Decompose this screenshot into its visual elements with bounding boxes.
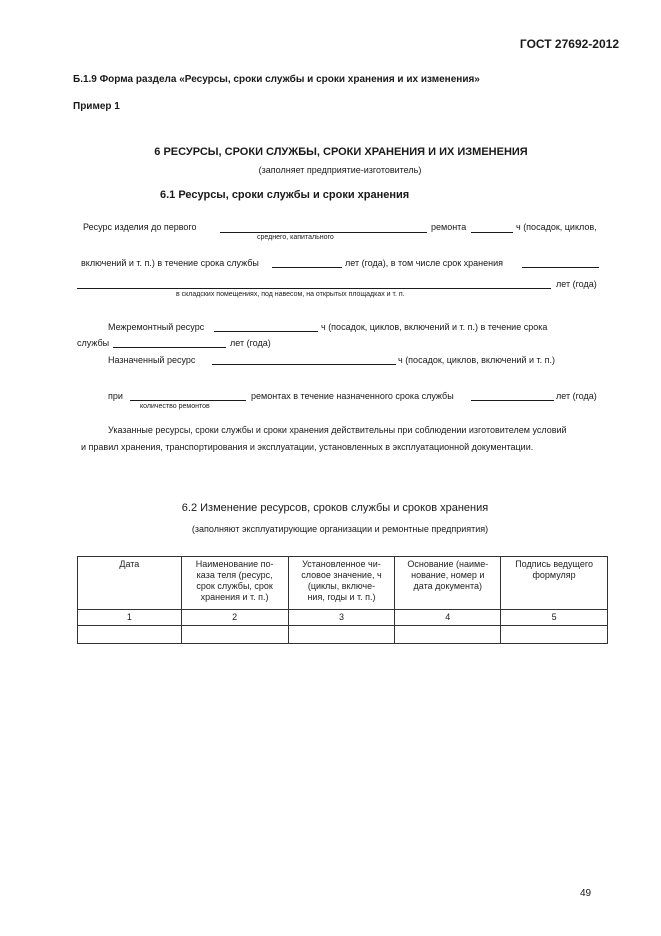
p1-blank-repair-type[interactable]	[220, 232, 427, 233]
table-number-row	[78, 610, 608, 626]
table-header-cell	[395, 557, 501, 610]
p6-text-a: Назначенный ресурс	[108, 355, 196, 365]
example-label: Пример 1	[73, 101, 120, 112]
p2-text-b: лет (года), в том числе срок хранения	[345, 258, 504, 268]
p5-blank-service-period[interactable]	[113, 347, 226, 348]
p1-text-b: ремонта	[431, 222, 467, 232]
p4-text-a: Межремонтный ресурс	[108, 322, 205, 332]
section-title: Б.1.9 Форма раздела «Ресурсы, сроки службы и сроки хранения и их изменения»	[73, 74, 480, 85]
p7-text-c: лет (года)	[556, 391, 597, 401]
table-header-row	[78, 557, 608, 610]
changes-table	[77, 556, 608, 644]
form-filled-by: (заполняет предприятие-изготовитель)	[258, 165, 422, 175]
header-indicator-name: Наименование по- каза теля (ресурс, срок службы, срок хранения и т. п.)	[195, 559, 274, 602]
table-number-cell: 2	[181, 610, 288, 626]
table-number-cell: 5	[501, 610, 608, 626]
table-header-cell	[288, 557, 395, 610]
table-empty-row	[78, 626, 608, 644]
p2-text-a: включений и т. п.) в течение срока службы	[81, 258, 259, 268]
p5-text-b: лет (года)	[230, 338, 271, 348]
p6-blank-assigned-resource[interactable]	[212, 364, 396, 365]
note-line-1: Указанные ресурсы, сроки службы и сроки хранения действительны при соблюдении изготовителем условий	[108, 425, 567, 435]
p4-blank-overhaul-resource[interactable]	[214, 331, 318, 332]
form-title: 6 РЕСУРСЫ, СРОКИ СЛУЖБЫ, СРОКИ ХРАНЕНИЯ И ИХ ИЗМЕНЕНИЯ	[154, 146, 528, 158]
p7-blank-years[interactable]	[471, 400, 554, 401]
p3-caption: в складских помещениях, под навесом, на открытых площадках и т. п.	[176, 291, 405, 298]
header-basis: Основание (наиме- нование, номер и дата документа)	[407, 559, 489, 591]
p2-blank-storage[interactable]	[522, 267, 599, 268]
p1-text-c: ч (посадок, циклов,	[516, 222, 597, 232]
table-header-cell	[501, 557, 608, 610]
p6-text-b: ч (посадок, циклов, включений и т. п.)	[398, 355, 555, 365]
p7-text-b: ремонтах в течение назначенного срока службы	[251, 391, 454, 401]
subsection-6-2-filled-by: (заполняют эксплуатирующие организации и ремонтные предприятия)	[191, 524, 489, 534]
p4-text-b: ч (посадок, циклов, включений и т. п.) в течение срока	[321, 322, 548, 332]
table-header-cell	[181, 557, 288, 610]
table-empty-cell[interactable]	[288, 626, 395, 644]
header-signature: Подпись ведущего формуляр	[515, 559, 593, 580]
p7-blank-repair-count[interactable]	[130, 400, 246, 401]
header-set-value: Установленное чи- словое значение, ч (циклы, включе- ния, годы и т. п.)	[301, 559, 382, 602]
p1-text-a: Ресурс изделия до первого	[83, 222, 197, 232]
table-number-cell: 4	[395, 610, 501, 626]
table-empty-cell[interactable]	[501, 626, 608, 644]
p5-text-a: службы	[77, 338, 110, 348]
table-empty-cell[interactable]	[78, 626, 182, 644]
p7-text-a: при	[108, 391, 123, 401]
table-empty-cell[interactable]	[181, 626, 288, 644]
table-number-cell: 3	[288, 610, 395, 626]
header-date: Дата	[119, 559, 140, 569]
p1-blank-hours[interactable]	[471, 232, 513, 233]
standard-code: ГОСТ 27692-2012	[519, 37, 619, 51]
p3-blank-storage-place[interactable]	[77, 288, 551, 289]
table-number-cell: 1	[78, 610, 182, 626]
p3-text-end: лет (года)	[556, 279, 597, 289]
p2-blank-service-life[interactable]	[272, 267, 342, 268]
p7-caption: количество ремонтов	[140, 403, 210, 410]
table-header-cell	[78, 557, 182, 610]
p1-caption: среднего, капитального	[257, 234, 334, 241]
subsection-6-2-title: 6.2 Изменение ресурсов, сроков службы и сроков хранения	[181, 502, 489, 514]
subsection-6-1-title: 6.1 Ресурсы, сроки службы и сроки хранения	[160, 189, 410, 201]
note-line-2: и правил хранения, транспортирования и эксплуатации, установленных в эксплуатационной документации.	[81, 442, 534, 452]
table-empty-cell[interactable]	[395, 626, 501, 644]
page-number: 49	[580, 888, 592, 899]
